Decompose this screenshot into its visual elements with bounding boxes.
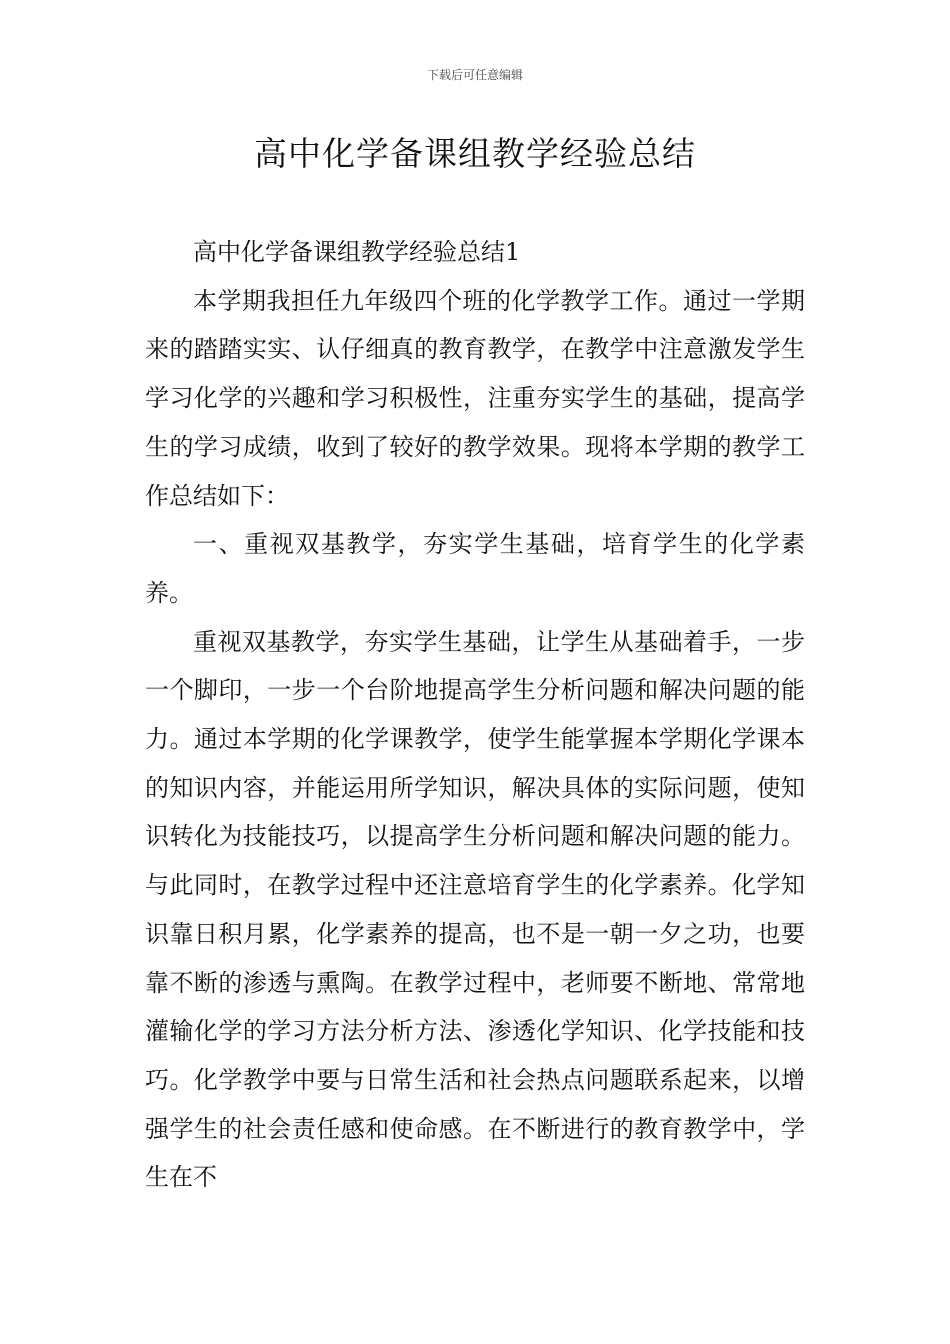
document-title: 高中化学备课组教学经验总结 bbox=[254, 134, 696, 173]
paragraph-section-body: 重视双基教学，夯实学生基础，让学生从基础着手，一步一个脚印，一步一个台阶地提高学生分析问题和解决问题的能力。通过本学期的化学课教学，使学生能掌握本学期化学课本的知识内容，并能运用所学知识，解决具体的实际问题，使知识转化为技能技巧，以提高学生分析问题和解决问题的能力。与此同时，在教学过程中还注意培育学生的化学素养。化学知识靠日积月累，化学素养的提高，也不是一朝一夕之功，也要靠不断的渗透与熏陶。在教学过程中，老师要不断地、常常地灌输化学的学习方法分析方法、渗透化学知识、化学技能和技巧。化学教学中要与日常生活和社会热点问题联系起来，以增强学生的社会责任感和使命感。在不断进行的教育教学中，学生在不 bbox=[145, 627, 805, 1192]
paragraph-section-heading: 一、重视双基教学，夯实学生基础，培育学生的化学素养。 bbox=[145, 530, 805, 607]
document-body bbox=[145, 228, 805, 1202]
header-note: 下载后可任意编辑 bbox=[426, 68, 523, 82]
paragraph-subtitle: 高中化学备课组教学经验总结1 bbox=[193, 238, 521, 266]
paragraph-intro: 本学期我担任九年级四个班的化学教学工作。通过一学期来的踏踏实实、认仔细真的教育教学，在教学中注意激发学生学习化学的兴趣和学习积极性，注重夯实学生的基础，提高学生的学习成绩，收到了较好的教学效果。现将本学期的教学工作总结如下： bbox=[145, 286, 805, 510]
